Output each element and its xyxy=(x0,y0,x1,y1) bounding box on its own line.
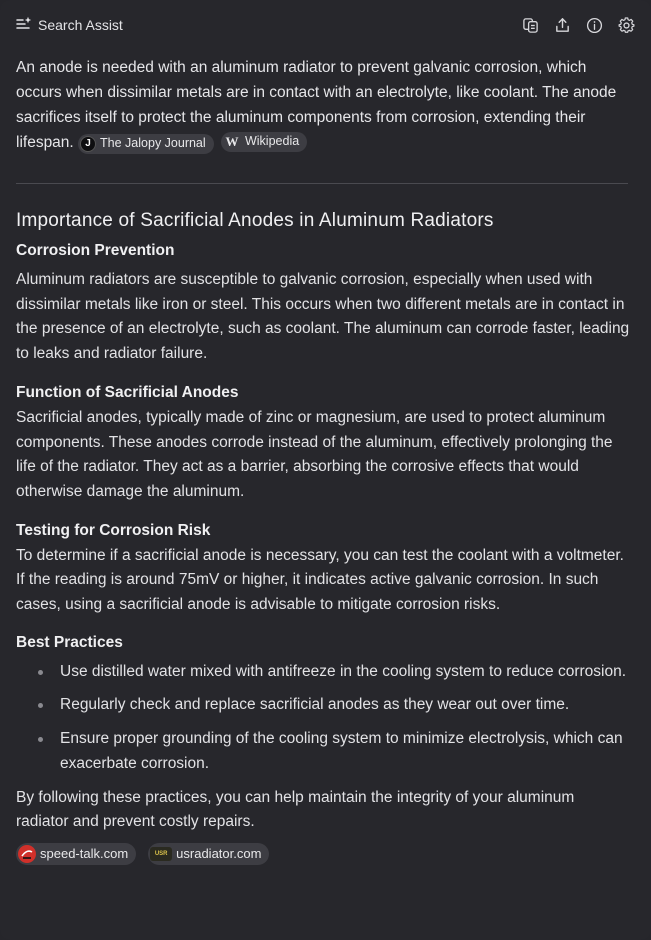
source-list xyxy=(16,843,630,865)
section-heading: Testing for Corrosion Risk xyxy=(16,521,211,539)
copy-icon[interactable] xyxy=(521,16,539,34)
source-usradiator[interactable] xyxy=(148,843,269,865)
summary-answer xyxy=(16,55,628,155)
section-heading: Corrosion Prevention xyxy=(16,242,175,259)
summary-text: An anode is needed with an aluminum radiator to prevent galvanic corrosion, which occurs when dissimilar metals are in contact with an electrolyte, like coolant. The anode sacrifices itself to protect the aluminum components from corrosion, extending their lifespan. xyxy=(16,59,617,151)
list-item-text: Regularly check and replace sacrificial anodes as they wear out over time. xyxy=(60,696,570,714)
bullet-dot xyxy=(38,670,43,675)
list-item-text: Ensure proper grounding of the cooling system to minimize electrolysis, which can exacerbate corrosion. xyxy=(60,730,623,772)
divider xyxy=(16,183,628,184)
source-label: usradiator.com xyxy=(176,846,262,862)
header xyxy=(16,14,635,36)
list-item xyxy=(16,693,630,718)
citation-label: Wikipedia xyxy=(244,134,300,148)
section-heading: Function of Sacrificial Anodes xyxy=(16,383,239,401)
usradiator-logo-icon: USR xyxy=(150,847,172,861)
section-body: Sacrificial anodes, typically made of zinc or magnesium, are used to protect aluminum components. These anodes corrode instead of the aluminum, effectively prolonging the life of the radiator. They act as a barrier, absorbing the corrosive effects that would otherwise damage the aluminum. xyxy=(16,408,613,500)
bullet-dot xyxy=(38,703,43,708)
settings-icon[interactable] xyxy=(617,16,635,34)
list-item xyxy=(16,660,630,685)
share-icon[interactable] xyxy=(553,16,571,34)
source-speed-talk[interactable] xyxy=(16,843,136,865)
bullet-dot xyxy=(38,737,43,742)
section-heading: Best Practices xyxy=(16,633,123,651)
source-label: speed-talk.com xyxy=(40,846,129,862)
closing-paragraph: By following these practices, you can help maintain the integrity of your aluminum radiator and prevent costly repairs. xyxy=(16,788,575,831)
info-icon[interactable] xyxy=(585,16,603,34)
jalopy-journal-logo-icon: J xyxy=(80,136,96,152)
brand xyxy=(16,16,123,35)
toolbar xyxy=(521,16,635,34)
citation-jalopy-journal[interactable] xyxy=(78,134,214,154)
citation-wikipedia[interactable] xyxy=(221,132,307,152)
section-body: Aluminum radiators are susceptible to galvanic corrosion, especially when used with dissimilar metals like iron or steel. This occurs when two different metals are in contact in the presence of an electrolyte, such as coolant. The aluminum can corrode faster, leading to leaks and radiator failure. xyxy=(16,271,630,363)
section-body: To determine if a sacrificial anode is necessary, you can test the coolant with a voltmeter. If the reading is around 75mV or higher, it indicates active galvanic corrosion. In such cases, using a sacrificial anode is advisable to mitigate corrosion risks. xyxy=(16,546,624,614)
sparkle-lines-icon xyxy=(16,16,32,35)
article xyxy=(16,208,630,865)
speed-talk-logo-icon xyxy=(18,845,36,863)
wikipedia-logo-icon: W xyxy=(225,134,239,149)
citation-label: The Jalopy Journal xyxy=(100,136,206,150)
panel-title: Search Assist xyxy=(38,17,123,33)
list-item-text: Use distilled water mixed with antifreeze in the cooling system to reduce corrosion. xyxy=(60,662,627,680)
article-title: Importance of Sacrificial Anodes in Aluminum Radiators xyxy=(16,210,494,231)
best-practices-list xyxy=(16,660,630,777)
list-item xyxy=(16,727,630,776)
